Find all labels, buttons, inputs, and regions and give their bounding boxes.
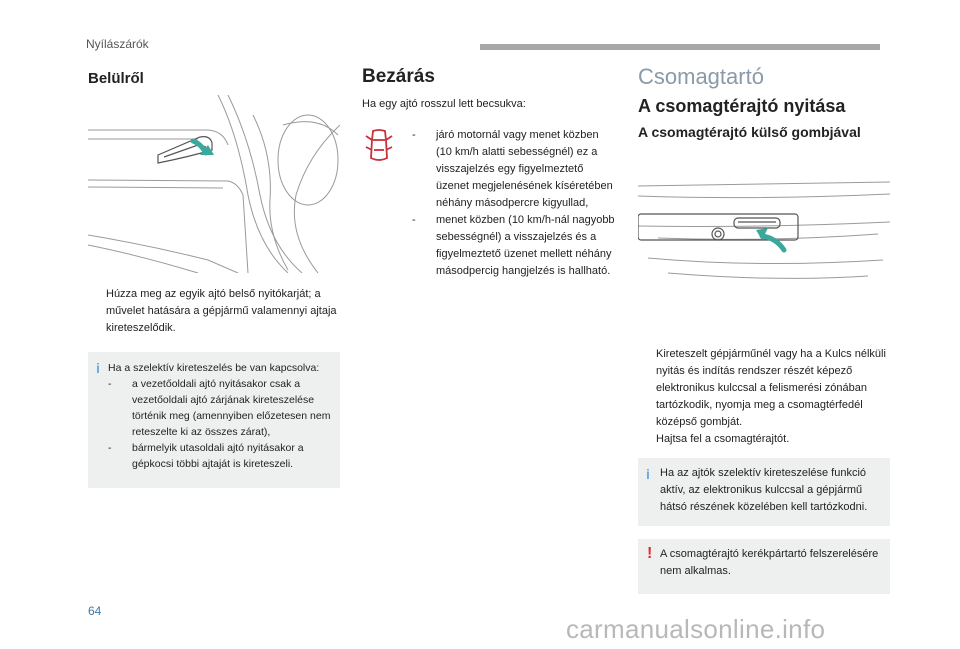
dash-marker: - [108, 442, 112, 454]
info-box [88, 352, 340, 488]
csomagtarto-heading: Csomagtartó [638, 64, 764, 89]
kulso-gomb-heading: A csomagtérajtó külső gombjával [638, 124, 861, 140]
bullet-text: Kireteszelt gépjárműnél vagy ha a Kulcs nélküli nyitás és indítás rendszer részét képező elektronikus kulccsal a felismerési zónában tartózkodik, nyomja meg a csomagtérfedél középső gombját. [656, 348, 886, 428]
bullet-text: Hajtsa fel a csomagtérajtót. [656, 433, 790, 445]
list-item-text: járó motornál vagy menet közben (10 km/h alatti sebességnél) ez a visszajelzés egy figyelmeztető üzenet megjelenésének kíséretében néhány másodpercre kigyullad, [436, 129, 613, 209]
tailgate-instruction [638, 431, 888, 448]
belulrol-heading: Belülről [88, 70, 144, 87]
open-door-instruction [88, 286, 338, 337]
list-item [412, 212, 617, 280]
info-text: Ha az ajtók szelektív kireteszelése funkció aktív, az elektronikus kulccsal a gépjármű hátsó részének közelében kell tartózkodni. [660, 467, 868, 513]
info-intro: Ha a szelektív kireteszelés be van kapcsolva: [108, 362, 320, 374]
watermark: carmanualsonline.info [566, 614, 826, 644]
door-open-warning-icon [364, 128, 394, 166]
list-item [108, 376, 336, 440]
list-item [108, 440, 336, 472]
warning-box [638, 539, 890, 594]
header-bar [480, 44, 880, 50]
tailgate-button-illustration [638, 178, 890, 308]
info-box [638, 458, 890, 526]
bullet-text: Húzza meg az egyik ajtó belső nyitókarját; a művelet hatására a gépjármű valamennyi ajtaja kireteszelődik. [106, 288, 337, 334]
page-number: 64 [88, 604, 102, 618]
warning-text: A csomagtérajtó kerékpártartó felszerelésére nem alkalmas. [660, 548, 879, 577]
list-item-text: menet közben (10 km/h-nál nagyobb sebességnél) a visszajelzés és a figyelmeztető üzenet mellett néhány másodpercig hangjelzés is hallható. [436, 214, 615, 277]
info-icon: i [646, 466, 650, 482]
section-header: Nyílászárók [86, 37, 149, 51]
csomagterajto-nyitasa-heading: A csomagtérajtó nyitása [638, 96, 846, 116]
door-handle-illustration [88, 95, 340, 273]
bezaras-intro: Ha egy ajtó rosszul lett becsukva: [362, 98, 526, 110]
info-icon: i [96, 360, 100, 376]
list-item [412, 127, 617, 212]
bezaras-heading: Bezárás [362, 66, 435, 87]
tailgate-instruction [638, 346, 888, 431]
list-item-text: bármelyik utasoldali ajtó nyitásakor a gépkocsi többi ajtaját is kireteszeli. [132, 442, 304, 470]
dash-marker: - [108, 378, 112, 390]
dash-marker: - [412, 129, 416, 141]
dash-marker: - [412, 214, 416, 226]
list-item-text: a vezetőoldali ajtó nyitásakor csak a vezetőoldali ajtó zárjának kireteszelése történik meg (amennyiben előzetesen nem reteszelte ki az összes zárat), [132, 378, 331, 438]
warning-icon: ! [647, 545, 653, 562]
